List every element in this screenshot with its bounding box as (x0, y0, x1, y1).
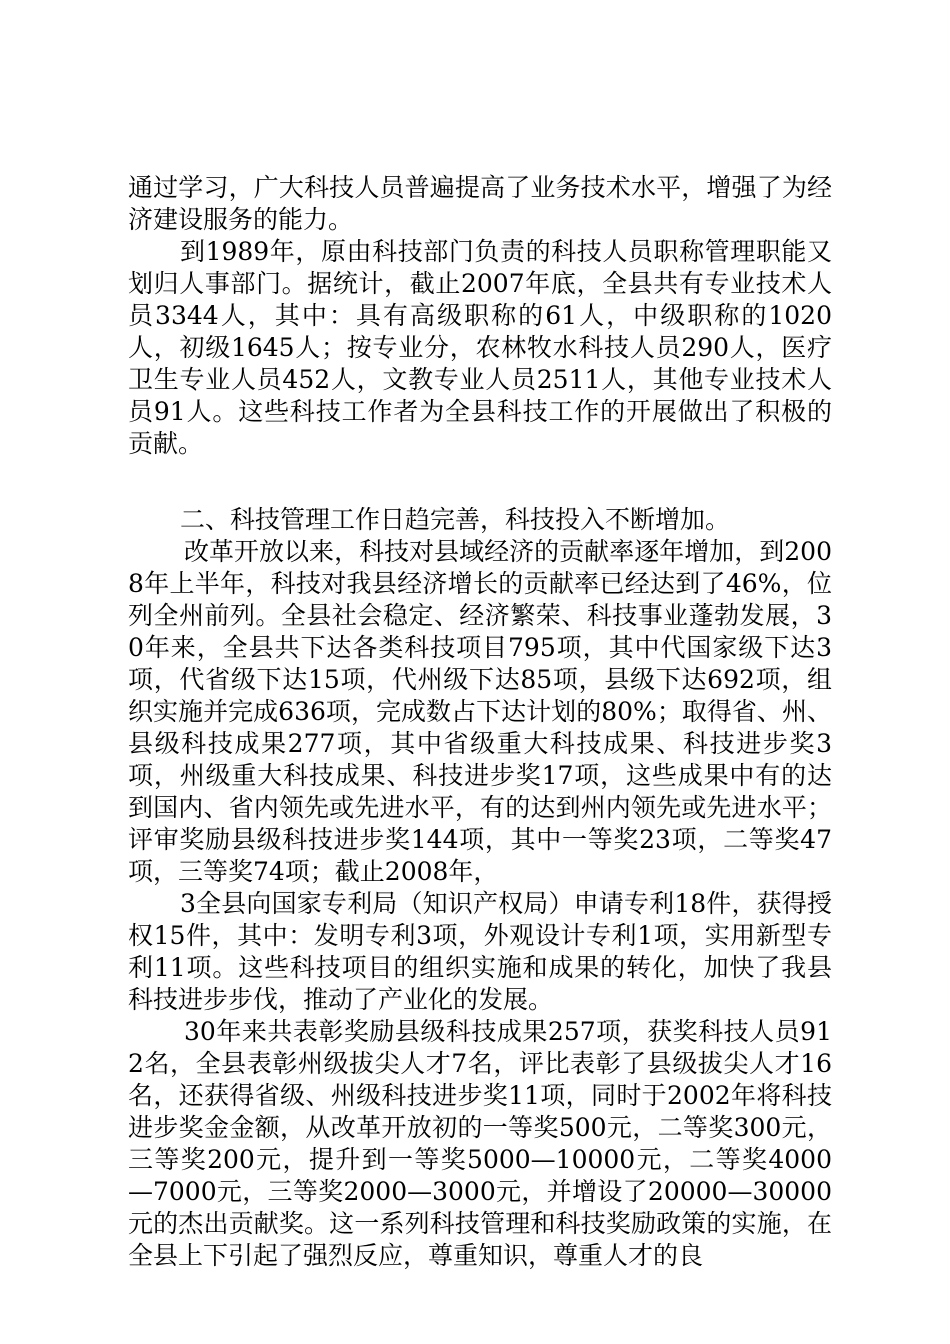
paragraph-patents: 3全县向国家专利局（知识产权局）申请专利18件，获得授权15件，其中：发明专利3项，外观设计专利1项，实用新型专利11项。这些科技项目的组织实施和成果的转化，加快了我县科技进步步伐，推动了产业化的发展。 (128, 889, 832, 1014)
paragraph-tech-contribution: 改革开放以来，科技对县域经济的贡献率逐年增加，到2008年上半年，科技对我县经济增长的贡献率已经达到了46%，位列全州前列。全县社会稳定、经济繁荣、科技事业蓬勃发展，30年来，全县共下达各类科技项目795项，其中代国家级下达3项，代省级下达15项，代州级下达85项，县级下达692项，组织实施并完成636项，完成数占下达计划的80%；取得省、州、县级科技成果277项，其中省级重大科技成果、科技进步奖3项，州级重大科技成果、科技进步奖17项，这些成果中有的达到国内、省内领先或先进水平，有的达到州内领先或先进水平；评审奖励县级科技进步奖144项，其中一等奖23项，二等奖47项，三等奖74项；截止2008年， (128, 537, 832, 886)
paragraph-spacer (128, 460, 832, 504)
paragraph-staff-statistics: 到1989年，原由科技部门负责的科技人员职称管理职能又划归人事部门。据统计，截止2007年底，全县共有专业技术人员3344人，其中：具有高级职称的61人，中级职称的1020人，初级1645人；按专业分，农林牧水科技人员290人，医疗卫生专业人员452人，文教专业人员2511人，其他专业技术人员91人。这些科技工作者为全县科技工作的开展做出了积极的贡献。 (128, 237, 832, 458)
section-heading: 二、科技管理工作日趋完善，科技投入不断增加。 (180, 505, 731, 534)
paragraph-continuation: 通过学习，广大科技人员普遍提高了业务技术水平，增强了为经济建设服务的能力。 (128, 173, 832, 234)
document-body (128, 172, 832, 1272)
paragraph-awards: 30年来共表彰奖励县级科技成果257项，获奖科技人员912名，全县表彰州级拔尖人才7名，评比表彰了县级拔尖人才16名，还获得省级、州级科技进步奖11项，同时于2002年将科技进步奖金金额，从改革开放初的一等奖500元，二等奖300元，三等奖200元，提升到一等奖5000—10000元，二等奖4000—7000元，三等奖2000—3000元，并增设了20000—30000元的杰出贡献奖。这一系列科技管理和科技奖励政策的实施，在全县上下引起了强烈反应，尊重知识，尊重人才的良 (128, 1017, 832, 1270)
